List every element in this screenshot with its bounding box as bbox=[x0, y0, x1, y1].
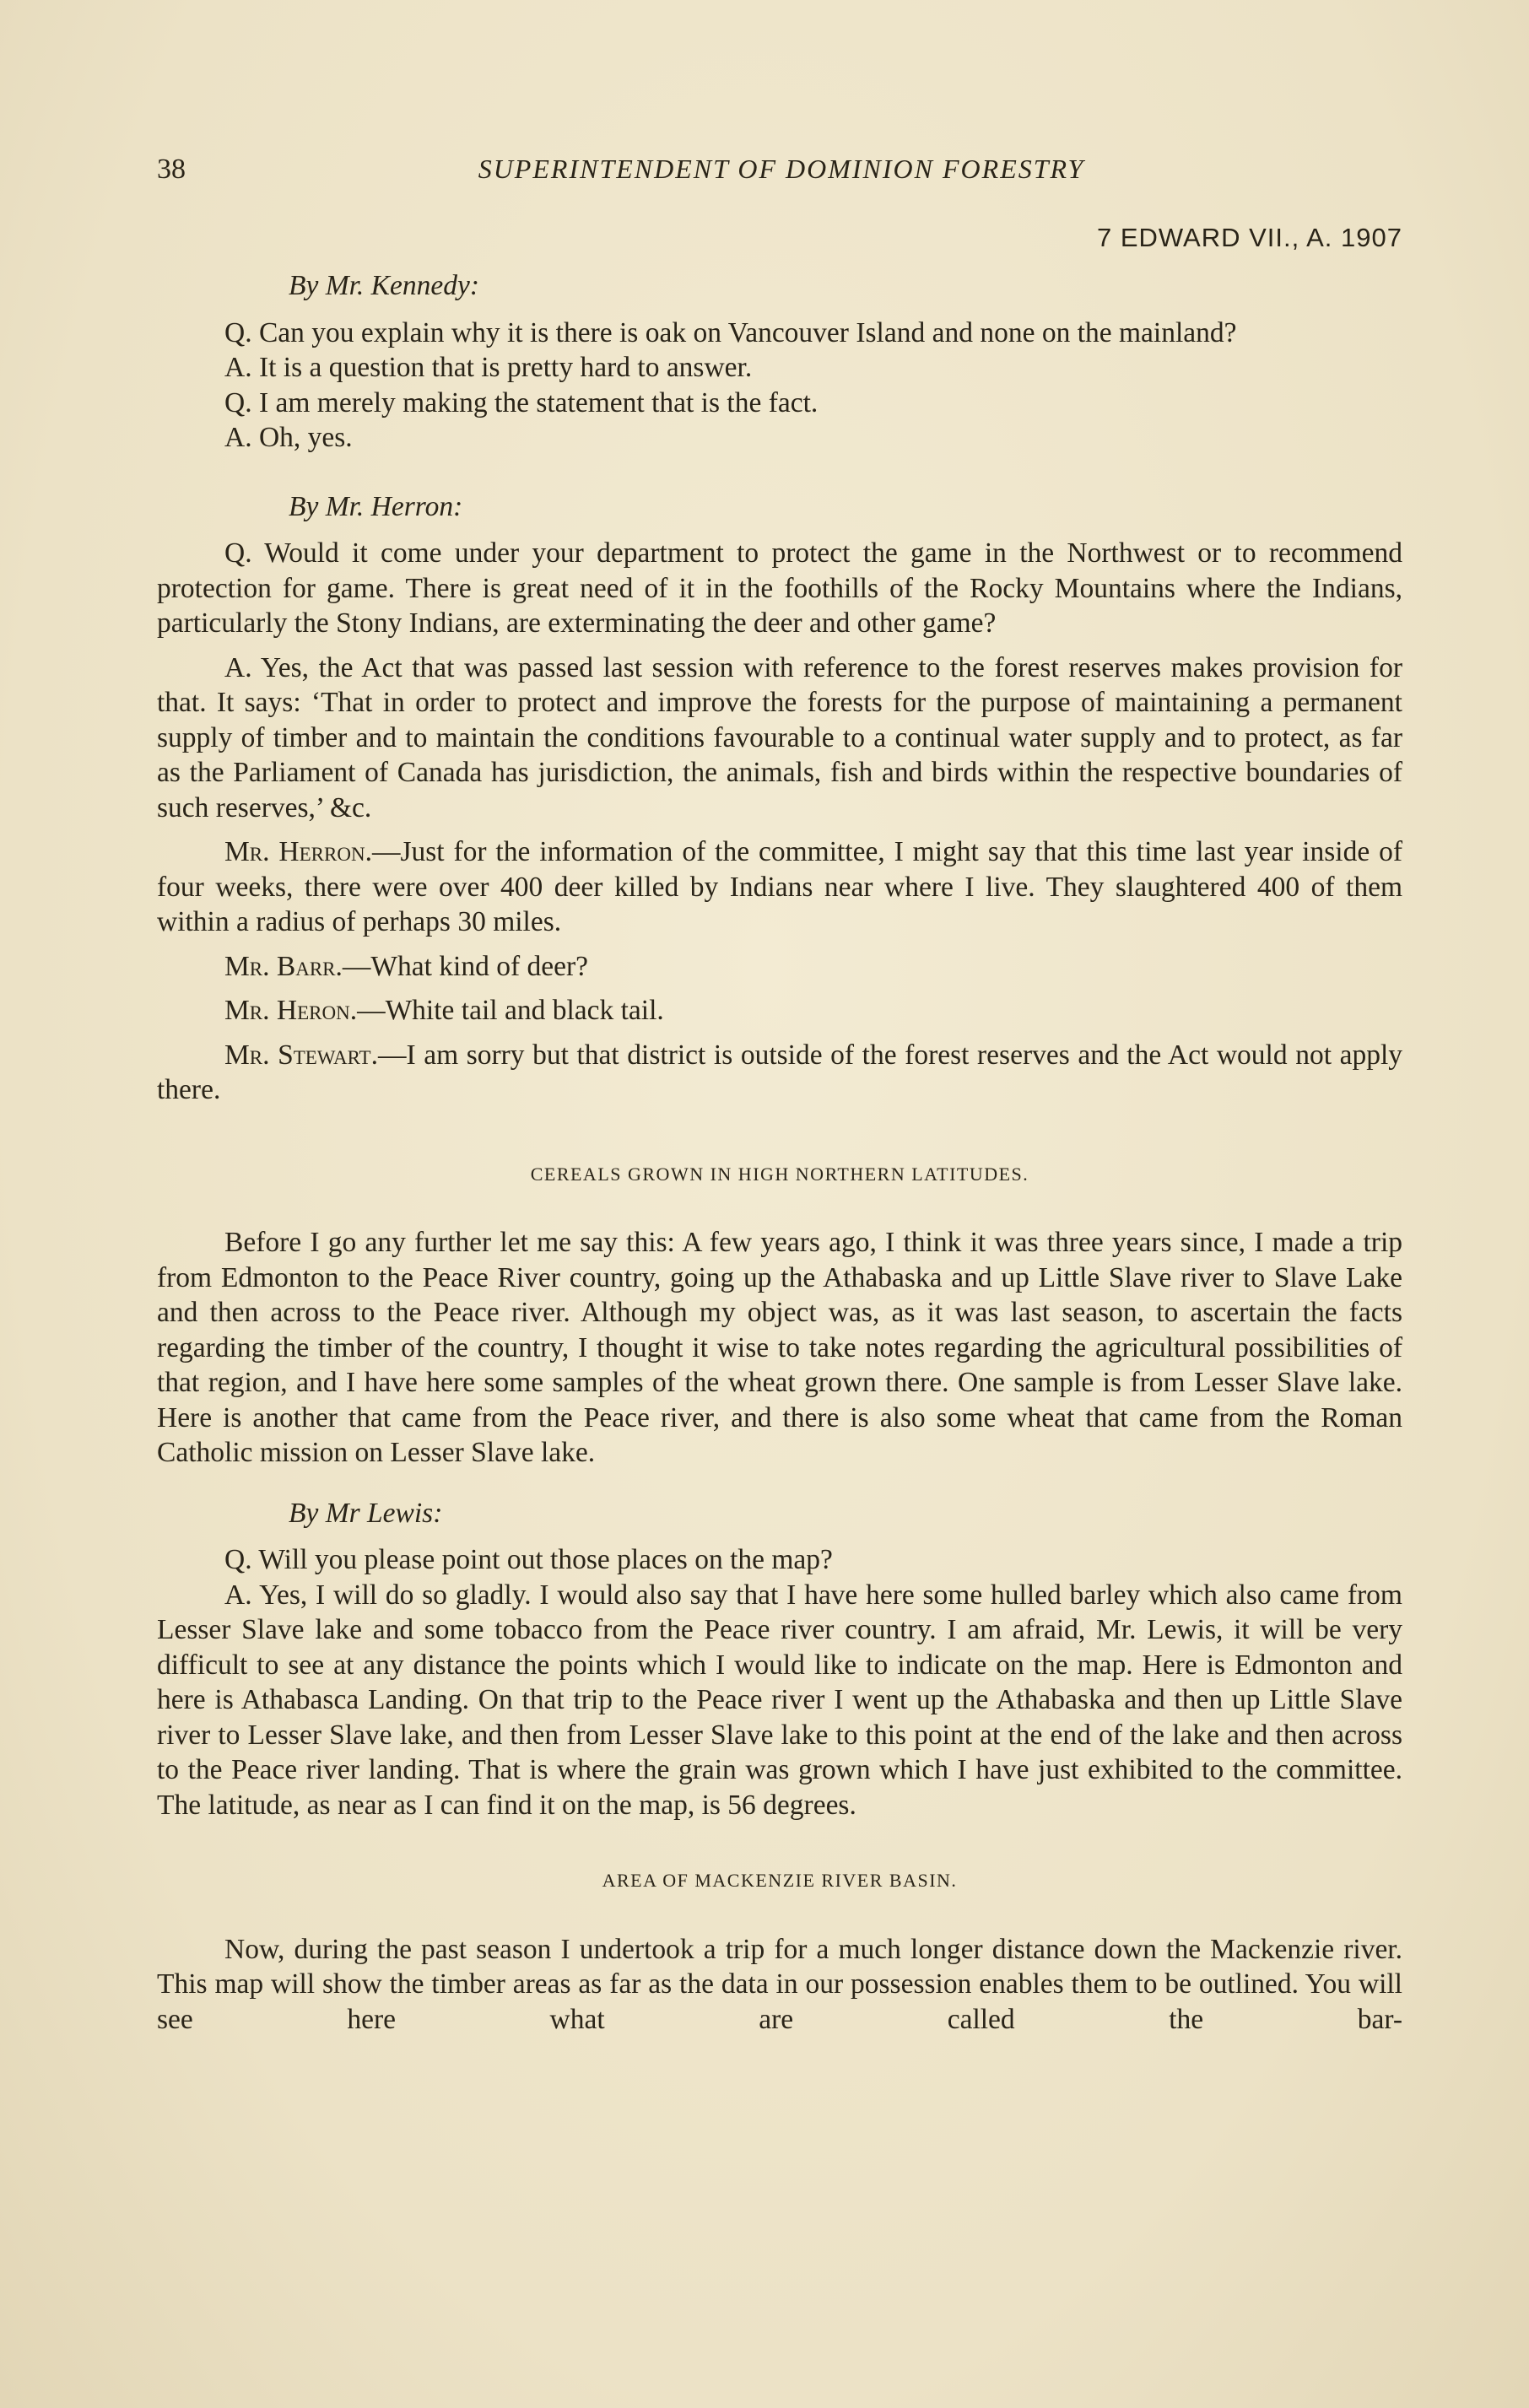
section-heading-cereals: CEREALS GROWN IN HIGH NORTHERN LATITUDES. bbox=[530, 1163, 1029, 1185]
lewis-section bbox=[157, 1496, 1402, 1823]
stewart-statement-text: .—I am sorry but that district is outside of the forest reserves and the Act would not apply there. bbox=[157, 1039, 1402, 1105]
page-header bbox=[157, 154, 1406, 196]
speaker-name-barr: Mr. Barr bbox=[224, 950, 336, 982]
kennedy-a2: A. Oh, yes. bbox=[224, 422, 353, 453]
page-number: 38 bbox=[157, 154, 186, 185]
speaker-herron: By Mr. Herron: bbox=[289, 490, 463, 522]
mackenzie-paragraph: Now, during the past season I undertook a trip for a much longer distance down the Mackenzie river. This map will show the timber areas as far as the data in our possession enables them to be outlined. You will see here what are called the bar- bbox=[157, 1933, 1402, 2035]
cereals-paragraph: Before I go any further let me say this: A few years ago, I think it was three years since, I made a trip from Edmonton to the Peace River country, going up the Athabaska and up Little Slave river to Slave Lake and then across to the Peace river. Although my object was, as it was last season, to ascertain the facts regarding the timber of the country, I thought it wise to take notes regarding the agricultural possibilities of that region, and I have here some samples of the wheat grown there. One sample is from Lesser Slave lake. Here is another that came from the Peace river, and there is also some wheat that came from the Roman Catholic mission on Lesser Slave lake. bbox=[157, 1227, 1402, 1468]
barr-statement-text: .—What kind of deer? bbox=[335, 950, 589, 982]
herron-a1: A. Yes, the Act that was passed last session with reference to the forest reserves makes provision for that. It says: ‘That in order to protect and improve the forests for the purpose of maintaining a permanent supply of timber and to maintain the conditions favourable to a continual water supply and to protect, as far as the Parliament of Canada has jurisdiction, the animals, fish and birds within the respective boundaries of such reserves,’ &c. bbox=[157, 651, 1402, 823]
lewis-a1: A. Yes, I will do so gladly. I would also say that I have here some hulled barley which also came from Lesser Slave lake and some tobacco from the Peace river country. I am afraid, Mr. Lewis, it will be very difficult to see at any distance the points which I would like to indicate on the map. Here is Edmonton and here is Athabasca Landing. On that trip to the Peace river I went up the Athabaska and then up Little Slave river to Lesser Slave lake, and then from Lesser Slave lake to this point at the end of the lake and then across to the Peace river landing. That is where the grain was grown which I have just exhibited to the committee. The latitude, as near as I can find it on the map, is 56 degrees. bbox=[157, 1579, 1402, 1821]
speaker-kennedy: By Mr. Kennedy: bbox=[289, 270, 480, 301]
kennedy-q1: Q. Can you explain why it is there is oak on Vancouver Island and none on the mainland? bbox=[224, 316, 1237, 348]
heron-statement-text: .—White tail and black tail. bbox=[349, 995, 664, 1026]
heron-statement bbox=[157, 993, 1402, 1029]
kennedy-a1: A. It is a question that is pretty hard to answer. bbox=[224, 352, 753, 383]
barr-statement bbox=[157, 949, 1402, 985]
herron-statement bbox=[157, 834, 1402, 940]
speaker-name-stewart: Mr. Stewart bbox=[224, 1039, 371, 1071]
kennedy-q2: Q. I am merely making the statement that is the fact. bbox=[224, 386, 819, 418]
herron-section bbox=[157, 489, 1402, 1108]
herron-statement-text: .—Just for the information of the committee, I might say that this time last year inside of four weeks, there were over 400 deer killed by Indians near where I live. They slaughtered 400 of them within a radius of perhaps 30 miles. bbox=[157, 836, 1402, 937]
speaker-name-herron: Mr. Herron bbox=[224, 836, 365, 867]
running-title: SUPERINTENDENT OF DOMINION FORESTRY bbox=[478, 154, 1085, 184]
page-body bbox=[157, 268, 1402, 2037]
speaker-lewis: By Mr Lewis: bbox=[289, 1497, 443, 1529]
stewart-statement bbox=[157, 1038, 1402, 1108]
lewis-q1: Q. Will you please point out those places on the map? bbox=[224, 1544, 833, 1575]
speaker-name-heron: Mr. Heron bbox=[224, 995, 350, 1026]
section-heading-mackenzie: AREA OF MACKENZIE RIVER BASIN. bbox=[602, 1870, 958, 1891]
kennedy-section bbox=[157, 268, 1402, 456]
herron-q1: Q. Would it come under your department to protect the game in the Northwest or to recommend protection for game. There is great need of it in the foothills of the Rocky Mountains where the Indians, particularly the Stony Indians, are exterminating the deer and other game? bbox=[157, 537, 1402, 639]
session-label: 7 EDWARD VII., A. 1907 bbox=[1097, 223, 1402, 252]
